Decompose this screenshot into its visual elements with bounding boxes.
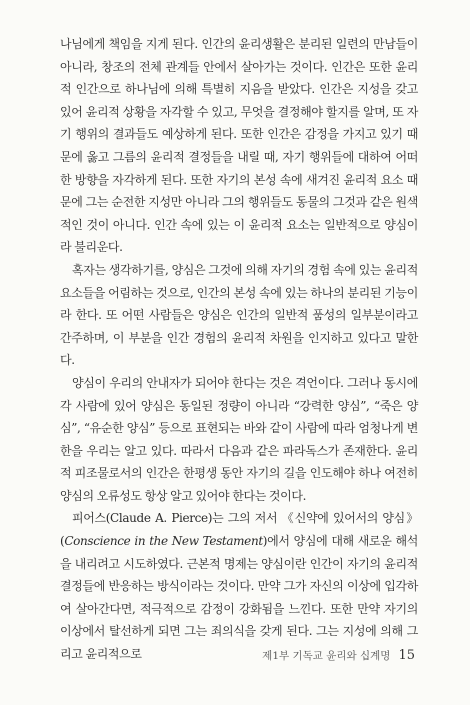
paragraph-4-start: 피어스(Claude A. Pierce)는 그의 저서 《신약에 있어서의 양심》( <box>60 511 418 549</box>
running-head: 제1부 기독교 윤리와 십계명 <box>262 650 391 662</box>
paragraph-4-rest: )에서 양심에 대해 새로운 해석을 내리려고 시도하였다. 근본적 명제는 양심이란 인간이 자기의 윤리적 결정들에 반응하는 방식이라는 것이다. 만약 그가 자신의 이상에 입각하여 살아간다면, 적극적으로 감정이 강화됨을 느낀다. 또한 만약 자기의 이상에서 탈선하게 되면 그는 죄의식을 갖게 된다. 그는 지성에 의해 그리고 윤리적으로 <box>60 534 418 662</box>
page-footer <box>262 648 415 663</box>
book-title-english: Conscience in the New Testament <box>64 534 263 549</box>
body-text <box>60 33 418 666</box>
paragraph-1: 나님에게 책임을 지게 된다. 인간의 윤리생활은 분리된 일련의 만남들이 아니라, 창조의 전체 관계들 안에서 살아가는 것이다. 인간은 또한 윤리적 인간으로 하나님에 의해 특별히 지음을 받았다. 인간은 지성을 갖고 있어 윤리적 상황을 자각할 수 있고, 무엇을 결정해야 할지를 알며, 또 자기 행위의 결과들도 예상하게 된다. 또한 인간은 감정을 가지고 있기 때문에 옳고 그름의 윤리적 결정들을 내릴 때, 자기 행위들에 대하여 어떠한 방향을 자각하게 된다. 또한 자기의 본성 속에 새겨진 윤리적 요소 때문에 그는 순전한 지성만 아니라 그의 행위들도 동물의 그것과 같은 원색적인 것이 아니다. 인간 속에 있는 이 윤리적 요소는 일반적으로 양심이라 불리운다. <box>60 37 418 255</box>
page-number: 15 <box>398 648 415 663</box>
paragraph-3: 양심이 우리의 안내자가 되어야 한다는 것은 격언이다. 그러나 동시에 각 사람에 있어 양심은 동일된 정량이 아니라 “강력한 양심”, “죽은 양심”, “유순한 양심” 등으로 표현되는 바와 같이 사람에 따라 엄청나게 변한을 우리는 알고 있다. 따라서 다음과 같은 파라독스가 존재한다. 윤리적 피조물로서의 인간은 한평생 동안 자기의 길을 인도해야 하나 여전히 양심의 오류성도 항상 알고 있어야 한다는 것이다. <box>60 375 418 503</box>
paragraph-2: 혹자는 생각하기를, 양심은 그것에 의해 자기의 경험 속에 있는 윤리적 요소들을 어림하는 것으로, 인간의 본성 속에 있는 하나의 분리된 기능이라 한다. 또 어떤 사람들은 양심은 인간의 일반적 품성의 일부분이라고 간주하며, 이 부분을 인간 경험의 윤리적 차원을 인지하고 있다고 말한다. <box>60 262 418 368</box>
paragraph-4 <box>60 507 418 665</box>
